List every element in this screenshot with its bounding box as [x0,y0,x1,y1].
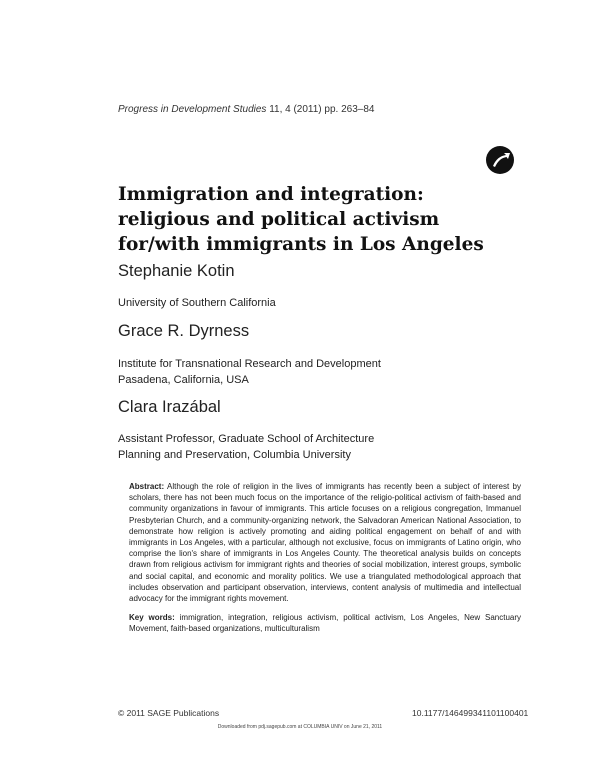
affiliation-line: University of Southern California [118,297,276,309]
download-notice: Downloaded from pdj.sagepub.com at COLUMBIA UNIV on June 21, 2011 [217,724,383,730]
abstract-label: Abstract: [129,482,165,491]
affiliation-line: Pasadena, California, USA [118,374,249,386]
affiliation-line: Institute for Transnational Research and Development [118,358,381,370]
article-title [118,182,518,257]
journal-volume: 11, 4 (2011) pp. 263–84 [266,104,375,115]
author-name: Grace R. Dyrness [118,322,250,340]
journal-name: Progress in Development Studies [118,104,267,115]
title-line: Immigration and integration: [118,184,424,205]
affiliation-line: Planning and Preservation, Columbia University [118,449,351,461]
abstract-section [129,481,521,635]
affiliation-line: Assistant Professor, Graduate School of Architecture [118,433,375,445]
keywords-text: immigration, integration, religious activism, political activism, Los Angeles, New Sanctuary Movement, faith-based organizations, multiculturalism [129,613,522,634]
title-line: religious and political activism [118,209,440,230]
keywords-label: Key words: [129,613,175,623]
abstract-text: Although the role of religion in the lives of immigrants has recently been a subject of interest by scholars, there has not been much focus on the importance of the religio-political activism of faith-based and community organizations in favour of immigrants. This article focuses on a religious congregation, Immanuel Presbyterian Church, and a community-organizing network, the Salvadoran American National Association, to demonstrate how religion is actively promoting and aiding political engagement on behalf of and with immigrants in Los Angeles, with a particular, although not exclusive, focus on immigrants of Latino origin, who comprise the lion's share of immigrants in Los Angeles County. The theoretical analysis builds on concepts drawn from religious activism for immigrant rights and theories of social mobilization, interest groups, symbolic and social capital, and economic and morality politics. We use a triangulated methodological approach that includes observation and participant observation, interviews, content analysis of multimedia and intellectual advocacy for the immigrant rights movement. [129,482,521,604]
author-name: Clara Irazábal [118,398,221,416]
journal-citation [118,104,374,115]
doi: 10.1177/146499341101100401 [412,708,529,718]
abstract [129,481,521,604]
keywords [129,612,521,634]
author-affiliation [118,295,276,311]
author-affiliation [118,356,381,388]
author-name: Stephanie Kotin [118,262,235,280]
sage-arrow-logo-icon [486,146,514,174]
copyright: © 2011 SAGE Publications [118,708,220,718]
author-affiliation [118,431,374,463]
title-line: for/with immigrants in Los Angeles [118,234,484,255]
